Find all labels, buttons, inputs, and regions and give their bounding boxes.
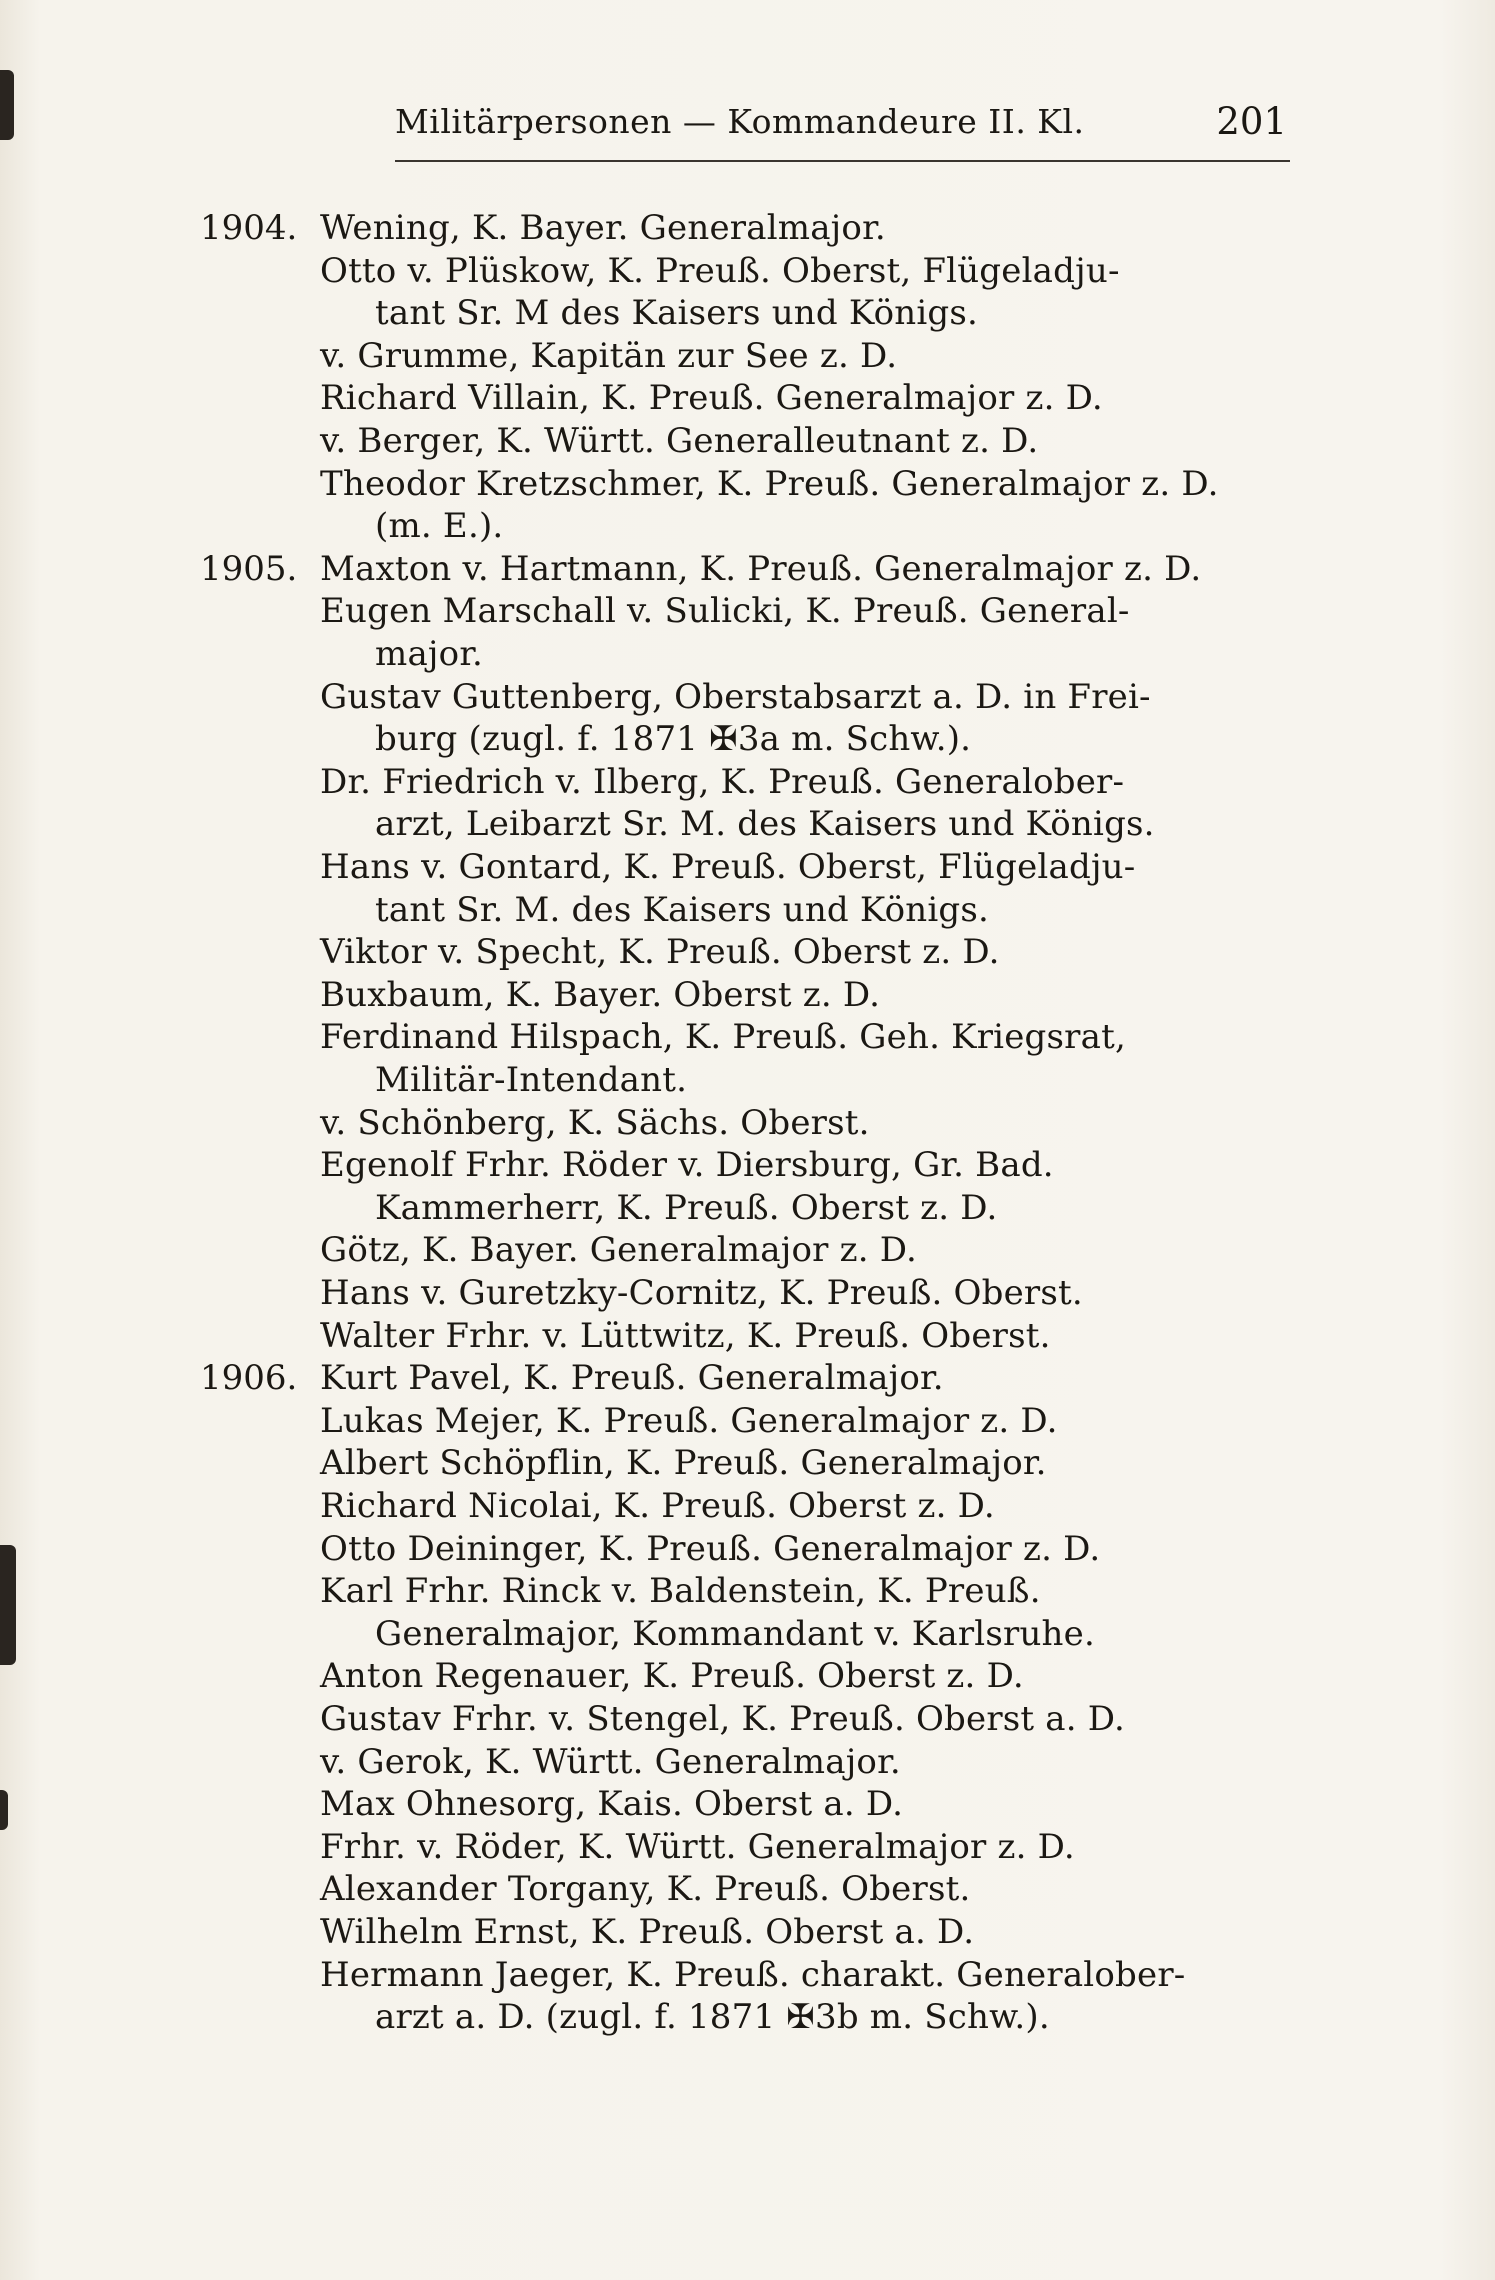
entry-continuation-line: Militär-Intendant. bbox=[375, 1060, 688, 1100]
entry-line: Gustav Frhr. v. Stengel, K. Preuß. Oberst a. D. bbox=[320, 1699, 1126, 1739]
entry-line: Richard Villain, K. Preuß. Generalmajor z. D. bbox=[320, 378, 1103, 418]
entry-line: Walter Frhr. v. Lüttwitz, K. Preuß. Oberst. bbox=[320, 1316, 1051, 1356]
entry-continuation-line: arzt a. D. (zugl. f. 1871 ✠3b m. Schw.). bbox=[375, 1997, 1050, 2037]
entry-line: Lukas Mejer, K. Preuß. Generalmajor z. D. bbox=[320, 1401, 1058, 1441]
entry-continuation-line: arzt, Leibarzt Sr. M. des Kaisers und Königs. bbox=[375, 804, 1155, 844]
page-edge-mark-middle bbox=[0, 1545, 16, 1665]
entry-line: v. Grumme, Kapitän zur See z. D. bbox=[320, 336, 898, 376]
entry-line: Maxton v. Hartmann, K. Preuß. Generalmajor z. D. bbox=[320, 549, 1202, 589]
entry-continuation-line: (m. E.). bbox=[375, 506, 504, 546]
entry-year: 1905. bbox=[200, 549, 298, 589]
entry-line: Theodor Kretzschmer, K. Preuß. Generalmajor z. D. bbox=[320, 464, 1219, 504]
entry-line: Wilhelm Ernst, K. Preuß. Oberst a. D. bbox=[320, 1912, 975, 1952]
entry-continuation-line: tant Sr. M. des Kaisers und Königs. bbox=[375, 890, 990, 930]
entry-line: Hans v. Guretzky-Cornitz, K. Preuß. Oberst. bbox=[320, 1273, 1083, 1313]
header-rule bbox=[395, 160, 1290, 162]
entry-line: Buxbaum, K. Bayer. Oberst z. D. bbox=[320, 975, 881, 1015]
entry-line: Anton Regenauer, K. Preuß. Oberst z. D. bbox=[320, 1656, 1024, 1696]
entry-line: Ferdinand Hilspach, K. Preuß. Geh. Kriegsrat, bbox=[320, 1017, 1126, 1057]
entry-line: Max Ohnesorg, Kais. Oberst a. D. bbox=[320, 1784, 904, 1824]
entry-line: Frhr. v. Röder, K. Württ. Generalmajor z. D. bbox=[320, 1827, 1075, 1867]
entry-line: Otto Deininger, K. Preuß. Generalmajor z. D. bbox=[320, 1529, 1101, 1569]
entry-line: Viktor v. Specht, K. Preuß. Oberst z. D. bbox=[320, 932, 1000, 972]
entry-year: 1906. bbox=[200, 1358, 298, 1398]
entry-continuation-line: Kammerherr, K. Preuß. Oberst z. D. bbox=[375, 1188, 998, 1228]
entry-line: Egenolf Frhr. Röder v. Diersburg, Gr. Bad. bbox=[320, 1145, 1054, 1185]
entry-continuation-line: Generalmajor, Kommandant v. Karlsruhe. bbox=[375, 1614, 1095, 1654]
entry-line: Richard Nicolai, K. Preuß. Oberst z. D. bbox=[320, 1486, 995, 1526]
entry-line: v. Berger, K. Württ. Generalleutnant z. D. bbox=[320, 421, 1039, 461]
entry-line: Karl Frhr. Rinck v. Baldenstein, K. Preuß. bbox=[320, 1571, 1041, 1611]
entry-line: Otto v. Plüskow, K. Preuß. Oberst, Flügeladju- bbox=[320, 251, 1120, 291]
entry-line: Wening, K. Bayer. Generalmajor. bbox=[320, 208, 886, 248]
entry-line: v. Schönberg, K. Sächs. Oberst. bbox=[320, 1103, 870, 1143]
page-edge-mark-top bbox=[0, 70, 14, 140]
entry-continuation-line: major. bbox=[375, 634, 484, 674]
entry-line: Hermann Jaeger, K. Preuß. charakt. Generalober- bbox=[320, 1955, 1186, 1995]
entry-line: Götz, K. Bayer. Generalmajor z. D. bbox=[320, 1230, 918, 1270]
entry-line: Albert Schöpflin, K. Preuß. Generalmajor. bbox=[320, 1443, 1047, 1483]
entry-line: Gustav Guttenberg, Oberstabsarzt a. D. in Frei- bbox=[320, 677, 1151, 717]
entry-line: Eugen Marschall v. Sulicki, K. Preuß. General- bbox=[320, 591, 1130, 631]
entry-year: 1904. bbox=[200, 208, 298, 248]
entry-line: Hans v. Gontard, K. Preuß. Oberst, Flügeladju- bbox=[320, 847, 1136, 887]
entry-continuation-line: tant Sr. M des Kaisers und Königs. bbox=[375, 293, 979, 333]
running-title: Militärpersonen — Kommandeure II. Kl. bbox=[395, 102, 1085, 141]
entry-line: Dr. Friedrich v. Ilberg, K. Preuß. Generalober- bbox=[320, 762, 1125, 802]
page-edge-mark-bottom bbox=[0, 1790, 8, 1830]
entry-line: Kurt Pavel, K. Preuß. Generalmajor. bbox=[320, 1358, 944, 1398]
entry-continuation-line: burg (zugl. f. 1871 ✠3a m. Schw.). bbox=[375, 719, 972, 759]
page-number: 201 bbox=[1216, 100, 1287, 143]
running-head bbox=[395, 100, 1295, 160]
entry-line: Alexander Torgany, K. Preuß. Oberst. bbox=[320, 1869, 971, 1909]
entry-line: v. Gerok, K. Württ. Generalmajor. bbox=[320, 1742, 901, 1782]
